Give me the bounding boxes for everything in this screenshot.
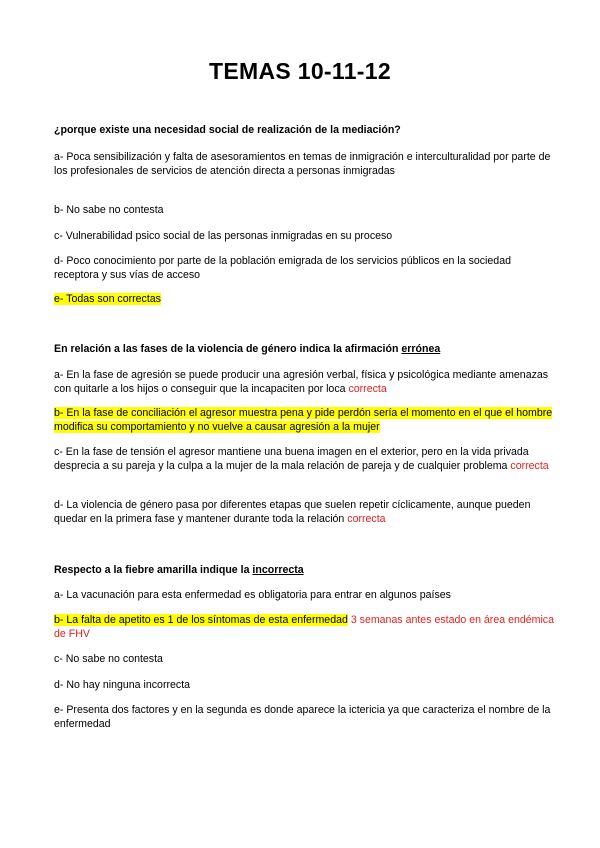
q3-option-d: d- No hay ninguna incorrecta [54, 679, 191, 691]
q1-option-b: b- No sabe no contesta [54, 204, 164, 216]
question-3 [54, 563, 554, 577]
q2-option-a-text: a- En la fase de agresión se puede producir una agresión verbal, física y psicológica mediante amenazas con quitarle a los hijos o conseguir que la incapaciten por loca [54, 369, 549, 395]
q2-option-a-note: correcta [348, 383, 387, 395]
q1-option-e [54, 292, 554, 306]
q1-option-e-highlight: e- Todas son correctas [54, 293, 161, 305]
question-3-keyword: incorrecta [252, 564, 304, 576]
q3-option-b-highlight: b- La falta de apetito es 1 de los síntomas de esta enfermedad [54, 614, 348, 626]
q1-option-a: a- Poca sensibilización y falta de asesoramientos en temas de inmigración e interculturalidad por parte de los profesionales de servicios de atención directa a personas inmigradas [54, 151, 551, 177]
q2-option-c-note: correcta [510, 460, 549, 472]
q2-option-d-text: d- La violencia de género pasa por diferentes etapas que suelen repetir cíclicamente, aunque pueden quedar en la primera fase y mantener durante toda la relación [54, 499, 531, 525]
question-2 [54, 342, 554, 356]
page-title: TEMAS 10-11-12 [209, 58, 391, 84]
q3-option-b-note: 3 semanas antes estado en área endémica de FHV [54, 614, 554, 640]
q1-option-d: d- Poco conocimiento por parte de la población emigrada de los servicios públicos en la sociedad receptora y sus vías de acceso [54, 255, 511, 281]
q1-option-c: c- Vulnerabilidad psico social de las personas inmigradas en su proceso [54, 230, 393, 242]
q2-option-d [54, 498, 554, 526]
q3-option-e: e- Presenta dos factores y en la segunda es donde aparece la ictericia ya que caracteriza el nombre de la enfermedad [54, 704, 551, 730]
q2-option-b-highlight: b- En la fase de conciliación el agresor muestra pena y pide perdón sería el momento en el que el hombre modifica su comportamiento y no vuelve a causar agresión a la mujer [54, 407, 553, 433]
q2-option-c-text: c- En la fase de tensión el agresor mantiene una buena imagen en el exterior, pero en la vida privada desprecia a su pareja y la culpa a la mujer de la mala relación de pareja y de cualquier problema [54, 446, 529, 472]
q3-option-c: c- No sabe no contesta [54, 653, 163, 665]
q3-option-a: a- La vacunación para esta enfermedad es obligatoria para entrar en algunos países [54, 589, 451, 601]
question-2-keyword: errónea [401, 343, 441, 355]
q2-option-a [54, 368, 554, 396]
question-2-text: En relación a las fases de la violencia de género indica la afirmación [54, 343, 402, 355]
q2-option-c [54, 445, 554, 473]
q3-option-b [54, 613, 554, 641]
q2-option-b [54, 406, 554, 434]
question-1: ¿porque existe una necesidad social de realización de la mediación? [54, 124, 401, 136]
q2-option-d-note: correcta [347, 513, 386, 525]
question-3-text: Respecto a la fiebre amarilla indique la [54, 564, 253, 576]
